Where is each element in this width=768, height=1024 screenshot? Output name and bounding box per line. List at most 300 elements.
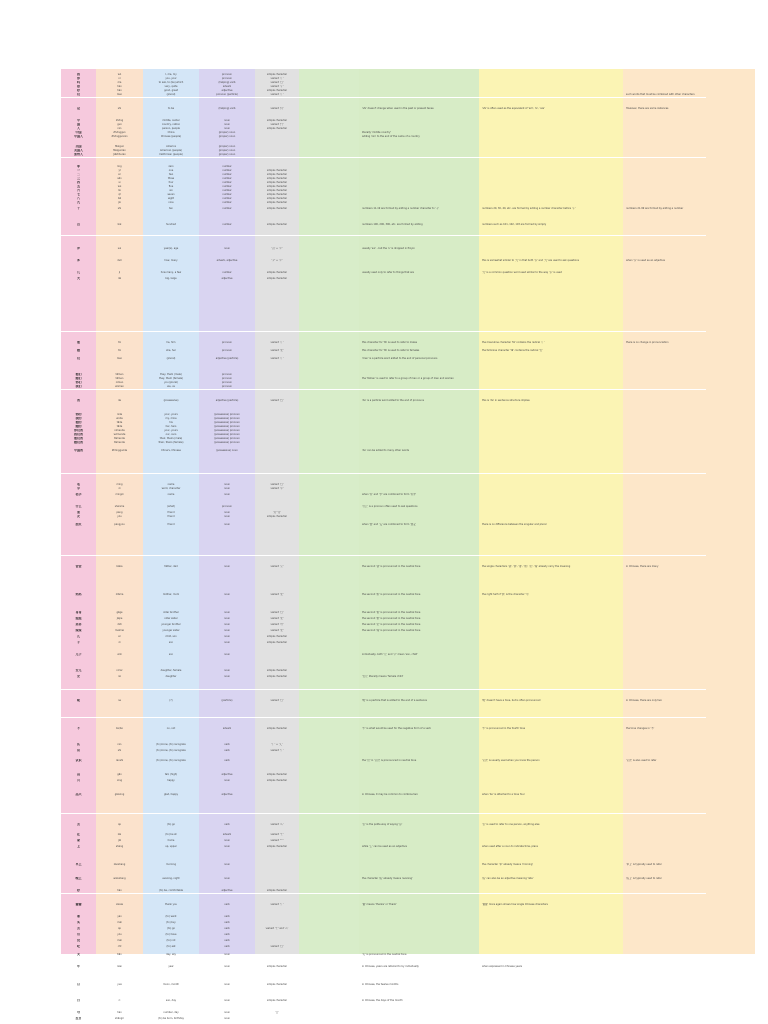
cell-pinyin: zǎoshang — [113, 863, 126, 866]
cell-note-2 — [479, 373, 623, 376]
cell-note-2 — [479, 421, 623, 424]
cell-radical — [255, 429, 299, 432]
cell-meaning: China's, Chinese — [161, 449, 181, 452]
cell-spacer — [299, 197, 359, 200]
cell-note-2 — [479, 131, 623, 134]
table-row — [61, 493, 706, 496]
cell-part-of-speech: number — [222, 201, 232, 204]
cell-note-1: adding 'rén' to the end of the name of a country — [362, 135, 420, 138]
cell-note-1: '去' is the polite way of saying '你' — [362, 823, 403, 826]
cell-note-1 — [359, 173, 479, 176]
cell-meaning: to ask, to (be) which — [158, 81, 184, 84]
cell-hanzi: 子 — [76, 641, 80, 644]
cell-note-3 — [623, 373, 755, 376]
cell-note-2 — [479, 85, 623, 88]
cell-note-3 — [623, 773, 755, 776]
cell-part-of-speech: number — [222, 223, 232, 226]
cell-radical: variant '彳' — [270, 85, 284, 88]
cell-meaning: our, ours — [165, 433, 177, 436]
table-row — [61, 487, 706, 490]
cell-hanzi: 人 — [76, 127, 80, 130]
cell-note-3 — [623, 915, 755, 918]
cell-pinyin: tā — [118, 349, 121, 352]
table-row — [61, 271, 706, 274]
cell-note-2 — [479, 749, 623, 752]
cell-spacer — [299, 623, 359, 626]
cell-pinyin: èr — [118, 173, 121, 176]
cell-part-of-speech: verb — [224, 927, 230, 930]
cell-spacer — [299, 669, 359, 672]
cell-spacer — [299, 81, 359, 84]
cell-note-2 — [479, 73, 623, 76]
cell-radical: simple character — [266, 845, 288, 848]
cell-note-3 — [623, 173, 755, 176]
cell-part-of-speech: adverb — [222, 727, 232, 730]
cell-pinyin: men — [116, 357, 123, 360]
cell-meaning: older sister — [164, 617, 178, 620]
cell-spacer — [299, 173, 359, 176]
cell-hanzi: 儿 — [76, 635, 80, 638]
cell-note-2 — [479, 197, 623, 200]
cell-note-1 — [359, 127, 479, 130]
cell-spacer — [299, 185, 359, 188]
cell-note-3 — [623, 77, 755, 80]
cell-note-2 — [479, 381, 623, 384]
table-row — [61, 259, 706, 262]
cell-meaning: your, yours — [164, 429, 178, 432]
cell-spacer — [299, 399, 359, 402]
cell-meaning: American (people) — [159, 149, 183, 152]
cell-note-1 — [359, 669, 479, 672]
cell-hanzi: 一 — [76, 169, 80, 172]
cell-hanzi: 朋 — [76, 511, 80, 514]
cell-meaning: friend — [167, 511, 175, 514]
cell-part-of-speech: (possessive) pronoun — [214, 425, 240, 428]
cell-note-3 — [623, 933, 755, 936]
cell-note-2 — [479, 927, 623, 930]
cell-radical: variant '亻' — [270, 357, 284, 360]
cell-note-1 — [359, 773, 479, 776]
cell-note-2 — [479, 177, 623, 180]
table-row — [61, 675, 706, 678]
cell-radical: variant '宀' — [270, 839, 284, 842]
cell-hanzi: 中国的 — [73, 449, 83, 452]
cell-part-of-speech: noun — [223, 877, 230, 880]
cell-pinyin: nǐmende — [114, 429, 125, 432]
table-row — [61, 123, 706, 126]
cell-note-1: the '识' in '认识' is pronounced in neutral tone — [362, 759, 417, 762]
cell-note-1 — [359, 433, 479, 436]
cell-note-3 — [623, 449, 755, 452]
cell-pinyin: yuè — [117, 983, 122, 986]
cell-note-2 — [479, 511, 623, 514]
cell-meaning: father, dad — [164, 565, 178, 568]
cell-note-2 — [479, 773, 623, 776]
cell-meaning: zero — [168, 165, 174, 168]
cell-radical — [255, 377, 299, 380]
cell-note-3 — [623, 177, 755, 180]
cell-pinyin: míngzi — [115, 493, 124, 496]
cell-meaning: he, him — [166, 341, 176, 344]
table-row — [61, 429, 706, 432]
cell-hanzi: 去 — [76, 823, 80, 826]
cell-spacer — [299, 641, 359, 644]
cell-note-3 — [623, 1011, 755, 1014]
table-row — [61, 593, 706, 596]
cell-note-3 — [623, 193, 755, 196]
cell-note-1 — [359, 201, 479, 204]
cell-radical: variant '亻' — [270, 93, 284, 96]
cell-part-of-speech: noun — [223, 641, 230, 644]
cell-note-2: this is 'de' in sentence structure implies — [482, 399, 530, 402]
cell-radical — [255, 863, 299, 866]
vocabulary-table — [61, 69, 706, 1020]
cell-pinyin: de — [118, 399, 121, 402]
cell-note-3 — [623, 953, 755, 956]
cell-note-2 — [479, 653, 623, 656]
cell-radical — [255, 421, 299, 424]
cell-radical: variant '土' — [270, 833, 284, 836]
cell-pinyin: zì — [118, 487, 121, 490]
cell-meaning: four — [168, 181, 174, 184]
cell-radical — [255, 653, 299, 656]
cell-radical: variant '父' — [270, 565, 284, 568]
cell-note-3 — [623, 743, 755, 746]
cell-part-of-speech: noun — [223, 623, 230, 626]
table-row — [61, 197, 706, 200]
cell-pinyin: Zhōngguórén — [111, 135, 128, 138]
cell-note-1 — [359, 421, 479, 424]
cell-note-2 — [479, 77, 623, 80]
table-row — [61, 89, 706, 92]
cell-hanzi: 她们的 — [73, 441, 83, 444]
table-row — [61, 421, 706, 424]
cell-part-of-speech: noun — [223, 965, 230, 968]
table-row — [61, 149, 706, 152]
cell-part-of-speech: verb — [224, 749, 230, 752]
cell-note-1 — [359, 863, 479, 866]
cell-hanzi: 十 — [76, 207, 80, 210]
cell-hanzi: 四 — [76, 181, 80, 184]
cell-part-of-speech: pronoun — [222, 341, 232, 344]
cell-hanzi: 九 — [76, 201, 80, 204]
table-row — [61, 863, 706, 866]
cell-spacer — [299, 373, 359, 376]
cell-part-of-speech: pronoun — [222, 385, 232, 388]
cell-pinyin: hào — [117, 1011, 122, 1014]
cell-meaning: America — [166, 145, 176, 148]
cell-spacer — [299, 611, 359, 614]
cell-hanzi: 女 — [76, 675, 80, 678]
table-row — [61, 759, 706, 762]
cell-pinyin: chī — [117, 945, 122, 948]
cell-note-2 — [479, 515, 623, 518]
cell-meaning: (plural) — [166, 93, 176, 96]
cell-note-3 — [623, 511, 755, 514]
table-row — [61, 999, 706, 1002]
cell-part-of-speech: number — [222, 271, 232, 274]
cell-hanzi: 很 — [76, 85, 80, 88]
cell-part-of-speech: noun — [223, 119, 230, 122]
cell-note-1 — [359, 839, 479, 842]
cell-part-of-speech: (proper) noun — [218, 135, 236, 138]
cell-pinyin: yī — [118, 169, 121, 172]
table-row — [61, 77, 706, 80]
cell-note-1 — [359, 169, 479, 172]
cell-note-3 — [623, 641, 755, 644]
cell-meaning: their, theirs (female) — [158, 441, 184, 444]
cell-meaning: moon, month — [162, 983, 180, 986]
table-row — [61, 889, 706, 892]
cell-part-of-speech: number — [222, 181, 232, 184]
cell-note-3 — [623, 441, 755, 444]
cell-spacer — [299, 177, 359, 180]
cell-note-1: in Chinese, it may be common to combine two — [362, 793, 418, 796]
cell-hanzi: 字 — [76, 487, 80, 490]
cell-spacer — [299, 493, 359, 496]
cell-spacer — [299, 449, 359, 452]
cell-note-2: numbers such as 101, 102, 103 are formed by simply — [482, 223, 547, 226]
cell-spacer — [299, 413, 359, 416]
cell-radical — [255, 759, 299, 762]
cell-radical: simple character — [266, 207, 288, 210]
cell-spacer — [299, 73, 359, 76]
cell-note-2: '晚' can also be an adjective meaning 'late' — [482, 877, 534, 880]
cell-part-of-speech: (possessive) pronoun — [214, 417, 240, 420]
cell-note-3 — [623, 145, 755, 148]
cell-spacer — [299, 165, 359, 168]
cell-pinyin: Měiguó — [115, 145, 124, 148]
cell-hanzi: 哥哥 — [75, 611, 82, 614]
cell-part-of-speech: adjective — [221, 773, 233, 776]
cell-meaning: you, your — [165, 77, 177, 80]
cell-note-1 — [359, 441, 479, 444]
cell-part-of-speech: (helping) verb — [218, 107, 236, 110]
cell-radical — [255, 165, 299, 168]
cell-radical: '夕' + '夕' — [271, 259, 283, 262]
cell-meaning: hundred — [166, 223, 176, 226]
cell-radical — [255, 425, 299, 428]
cell-part-of-speech: pronoun — [222, 373, 232, 376]
cell-part-of-speech: noun — [223, 1011, 230, 1014]
cell-note-1 — [359, 939, 479, 942]
table-row — [61, 903, 706, 906]
cell-note-3 — [623, 201, 755, 204]
cell-note-2 — [479, 165, 623, 168]
cell-spacer — [299, 833, 359, 836]
cell-radical: variant '土' and '厶' — [265, 927, 289, 930]
table-row — [61, 165, 706, 168]
cell-meaning: number, day — [163, 1011, 179, 1014]
cell-hanzi: 名字 — [75, 493, 82, 496]
cell-hanzi: 她们 — [75, 377, 82, 380]
cell-note-1 — [359, 641, 479, 644]
cell-note-3 — [623, 749, 755, 752]
cell-part-of-speech: noun — [223, 523, 230, 526]
cell-note-1 — [359, 483, 479, 486]
cell-radical: simple character — [266, 999, 288, 1002]
table-row — [61, 173, 706, 176]
cell-spacer — [299, 793, 359, 796]
cell-radical: '月' '月' — [272, 511, 282, 514]
cell-pinyin: tā — [118, 341, 121, 344]
cell-radical: variant '弓' — [270, 623, 284, 626]
cell-spacer — [299, 565, 359, 568]
cell-note-1 — [359, 515, 479, 518]
cell-note-3 — [623, 921, 755, 924]
cell-meaning: year(s), age — [163, 247, 179, 250]
table-row — [61, 833, 706, 836]
cell-meaning: mother, mom — [162, 593, 180, 596]
cell-spacer — [299, 107, 359, 110]
cell-meaning: Chinese (people) — [160, 135, 182, 138]
cell-note-1: in Chinese, the days of the month — [362, 999, 403, 1002]
cell-radical: variant '女' — [270, 629, 284, 632]
cell-note-2 — [479, 933, 623, 936]
section-divider — [61, 235, 706, 236]
cell-part-of-speech: verb — [224, 933, 230, 936]
cell-spacer — [299, 515, 359, 518]
cell-hanzi: 吃 — [76, 945, 80, 948]
cell-meaning: three — [167, 177, 175, 180]
cell-hanzi: 大 — [76, 277, 80, 280]
cell-note-1: usually used only to refer to things that are — [362, 271, 414, 274]
cell-hanzi: 在 — [76, 833, 80, 836]
table-row — [61, 119, 706, 122]
cell-note-3 — [623, 271, 755, 274]
cell-spacer — [299, 487, 359, 490]
cell-meaning: friend — [167, 515, 175, 518]
cell-meaning: his — [169, 421, 173, 424]
cell-hanzi: 有 — [76, 933, 80, 936]
table-row — [61, 877, 706, 880]
cell-radical: variant '讠' — [270, 903, 284, 906]
cell-hanzi: 日 — [76, 999, 80, 1002]
cell-pinyin: wǎnshang — [113, 877, 126, 880]
cell-radical: variant '女' — [270, 349, 284, 352]
cell-spacer — [299, 511, 359, 514]
cell-spacer — [299, 945, 359, 948]
cell-note-1 — [359, 1017, 479, 1020]
cell-hanzi: 女儿 — [75, 669, 82, 672]
cell-meaning: their, theirs (male) — [159, 437, 183, 440]
cell-note-3 — [623, 623, 755, 626]
cell-meaning: your, yours — [164, 413, 178, 416]
cell-meaning: name — [167, 493, 175, 496]
cell-pinyin: zài — [117, 833, 122, 836]
table-row — [61, 357, 706, 360]
cell-radical: simple character — [266, 983, 288, 986]
cell-meaning: year — [168, 965, 174, 968]
cell-pinyin: rèn — [117, 743, 122, 746]
cell-note-3 — [623, 357, 755, 360]
section-divider — [61, 473, 706, 474]
table-row — [61, 127, 706, 130]
cell-note-1 — [359, 889, 479, 892]
cell-note-3: such words that must be combined with other characters — [626, 93, 695, 96]
cell-note-3 — [623, 181, 755, 184]
cell-pinyin: yǒu — [117, 933, 122, 936]
cell-part-of-speech: adjective — [221, 793, 233, 796]
table-row — [61, 839, 706, 842]
cell-note-3 — [623, 135, 755, 138]
cell-note-3: there is no change in pronunciation — [626, 341, 669, 344]
cell-note-1: the character '晚' already means 'evening' — [362, 877, 413, 880]
cell-note-1: the second '妈' is pronounced in the neutral tone — [362, 593, 421, 596]
cell-hanzi: 友 — [76, 515, 80, 518]
cell-hanzi: 百 — [76, 223, 80, 226]
cell-radical: simple character — [266, 515, 288, 518]
cell-part-of-speech: noun — [223, 515, 230, 518]
table-row — [61, 373, 706, 376]
cell-note-1: 'men' is a particle word added to the end of personal pronouns — [362, 357, 438, 360]
table-row — [61, 699, 706, 702]
cell-meaning: evening, night — [162, 877, 180, 880]
cell-pinyin: nǚ — [117, 675, 122, 678]
table-row — [61, 181, 706, 184]
cell-note-2 — [479, 277, 623, 280]
cell-spacer — [299, 85, 359, 88]
cell-hanzi: 识 — [76, 749, 80, 752]
cell-note-3 — [623, 635, 755, 638]
cell-radical: simple character — [266, 635, 288, 638]
cell-meaning: (to) go — [166, 823, 175, 826]
cell-radical — [255, 149, 299, 152]
cell-spacer — [299, 749, 359, 752]
cell-note-1: the 'tāmen' is used to refer to a group of men or a group of men and women — [362, 377, 454, 380]
cell-spacer — [299, 433, 359, 436]
cell-spacer — [299, 377, 359, 380]
cell-note-2: '呢' doesn't have a tone, but is often pronounced — [482, 699, 541, 702]
cell-pinyin: wǒmen — [115, 385, 124, 388]
cell-pinyin: méi — [117, 939, 122, 942]
cell-note-3 — [623, 945, 755, 948]
cell-radical: simple character — [266, 73, 288, 76]
cell-pinyin: ér — [118, 635, 121, 638]
cell-note-1 — [359, 177, 479, 180]
cell-note-3 — [623, 523, 755, 526]
cell-part-of-speech: noun — [223, 953, 230, 956]
table-row — [61, 153, 706, 156]
cell-note-2 — [479, 939, 623, 942]
cell-note-3 — [623, 223, 755, 226]
cell-hanzi: 爸爸 — [75, 565, 82, 568]
cell-note-2 — [479, 193, 623, 196]
cell-note-1 — [359, 93, 479, 96]
cell-spacer — [299, 441, 359, 444]
cell-note-3 — [623, 515, 755, 518]
cell-radical: simple character — [266, 727, 288, 730]
cell-pinyin: gāoxìng — [114, 793, 125, 796]
cell-spacer — [299, 271, 359, 274]
cell-hanzi: 多 — [76, 259, 80, 262]
cell-radical: variant '日' — [270, 107, 284, 110]
cell-radical: simple character — [266, 669, 288, 672]
cell-note-2 — [479, 437, 623, 440]
cell-note-1: usually 'suì' - but the 'u' is dropped in Pinyin — [362, 247, 415, 250]
cell-hanzi: 没 — [76, 939, 80, 942]
cell-radical: variant '口' — [270, 611, 284, 614]
cell-note-2 — [479, 833, 623, 836]
cell-part-of-speech: noun — [223, 247, 230, 250]
cell-radical: simple character — [266, 779, 288, 782]
cell-hanzi: 月 — [76, 983, 80, 986]
cell-hanzi: 早上 — [75, 863, 82, 866]
cell-radical: variant '女' — [270, 617, 284, 620]
cell-meaning: no, not — [166, 727, 176, 730]
cell-spacer — [299, 123, 359, 126]
cell-spacer — [299, 421, 359, 424]
